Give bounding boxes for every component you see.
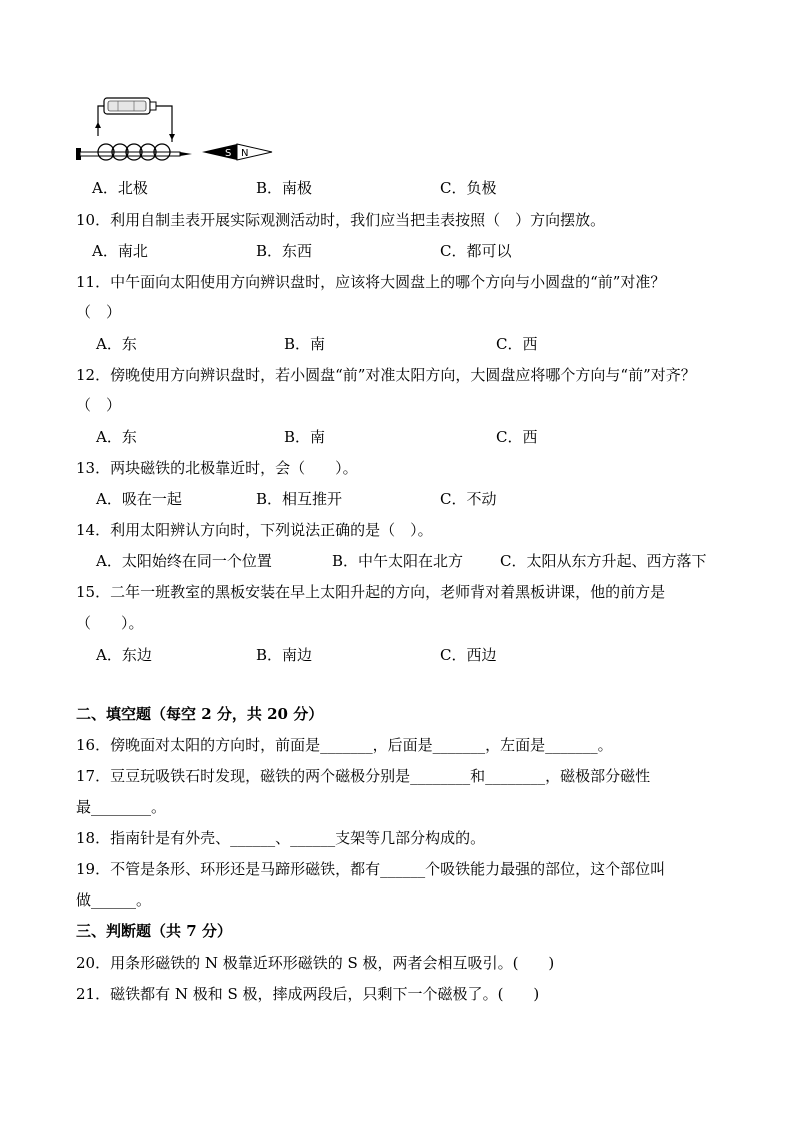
q12-stem-blank: （ ） [76, 396, 122, 414]
option-b[interactable]: B．相互推开 [256, 490, 343, 508]
option-c[interactable]: C．西 [496, 428, 538, 446]
option-b[interactable]: B．东西 [256, 242, 313, 260]
q15-stem: 15．二年一班教室的黑板安装在早上太阳升起的方向，老师背对着黑板讲课，他的前方是 [76, 583, 666, 601]
option-a[interactable]: A．北极 [92, 179, 148, 197]
q18-text: 18．指南针是有外壳、______、______支架等几部分构成的。 [76, 829, 486, 847]
section-heading-fill-in: 二、填空题（每空 2 分，共 20 分） [76, 705, 324, 723]
q17-text: 17．豆豆玩吸铁石时发现，磁铁的两个磁极分别是________和________，磁极部分磁性 [76, 767, 651, 785]
option-a[interactable]: A．东 [96, 335, 137, 353]
needle-s-label: S [225, 148, 232, 159]
q19-text: 19．不管是条形、环形还是马蹄形磁铁，都有______个吸铁能力最强的部位，这个部位叫 [76, 860, 666, 878]
option-c[interactable]: C．太阳从东方升起、西方落下 [500, 552, 707, 570]
option-a[interactable]: A．东边 [96, 646, 152, 664]
q21-text: 21．磁铁都有 N 极和 S 极，摔成两段后，只剩下一个磁极了。( ) [76, 985, 540, 1003]
q16-text: 16．傍晚面对太阳的方向时，前面是_______，后面是_______，左面是_______。 [76, 736, 613, 754]
q14-stem: 14．利用太阳辨认方向时，下列说法正确的是（ ）。 [76, 521, 433, 539]
option-b[interactable]: B．南边 [256, 646, 313, 664]
option-b[interactable]: B．南 [284, 428, 326, 446]
q15-stem-blank: （ ）。 [76, 614, 144, 632]
option-c[interactable]: C．负极 [440, 179, 497, 197]
q19-text-cont: 做______。 [76, 891, 152, 909]
option-c[interactable]: C．都可以 [440, 242, 512, 260]
option-c[interactable]: C．西 [496, 335, 538, 353]
section-heading-true-false: 三、判断题（共 7 分） [76, 922, 232, 940]
q10-stem: 10．利用自制圭表开展实际观测活动时，我们应当把圭表按照（ ）方向摆放。 [76, 211, 606, 229]
q12-stem: 12．傍晚使用方向辨识盘时，若小圆盘“前”对准太阳方向，大圆盘应将哪个方向与“前”对齐？ [76, 366, 696, 384]
option-c[interactable]: C．不动 [440, 490, 497, 508]
battery-icon [104, 98, 156, 114]
q11-stem: 11．中午面向太阳使用方向辨识盘时，应该将大圆盘上的哪个方向与小圆盘的“前”对准？ [76, 273, 666, 291]
option-b[interactable]: B．中午太阳在北方 [332, 552, 464, 570]
option-b[interactable]: B．南 [284, 335, 326, 353]
q13-stem: 13．两块磁铁的北极靠近时，会（ ）。 [76, 459, 358, 477]
q11-stem-blank: （ ） [76, 303, 122, 321]
q17-text-cont: 最________。 [76, 798, 167, 816]
option-b[interactable]: B．南极 [256, 179, 313, 197]
option-a[interactable]: A．吸在一起 [96, 490, 182, 508]
compass-needle-icon [202, 144, 272, 160]
option-c[interactable]: C．西边 [440, 646, 497, 664]
needle-n-label: N [241, 148, 249, 159]
electromagnet-figure [72, 92, 282, 170]
nail-icon [76, 148, 192, 160]
option-a[interactable]: A．东 [96, 428, 137, 446]
option-a[interactable]: A．太阳始终在同一个位置 [96, 552, 272, 570]
q20-text: 20．用条形磁铁的 N 极靠近环形磁铁的 S 极，两者会相互吸引。( ) [76, 954, 555, 972]
option-a[interactable]: A．南北 [92, 242, 148, 260]
